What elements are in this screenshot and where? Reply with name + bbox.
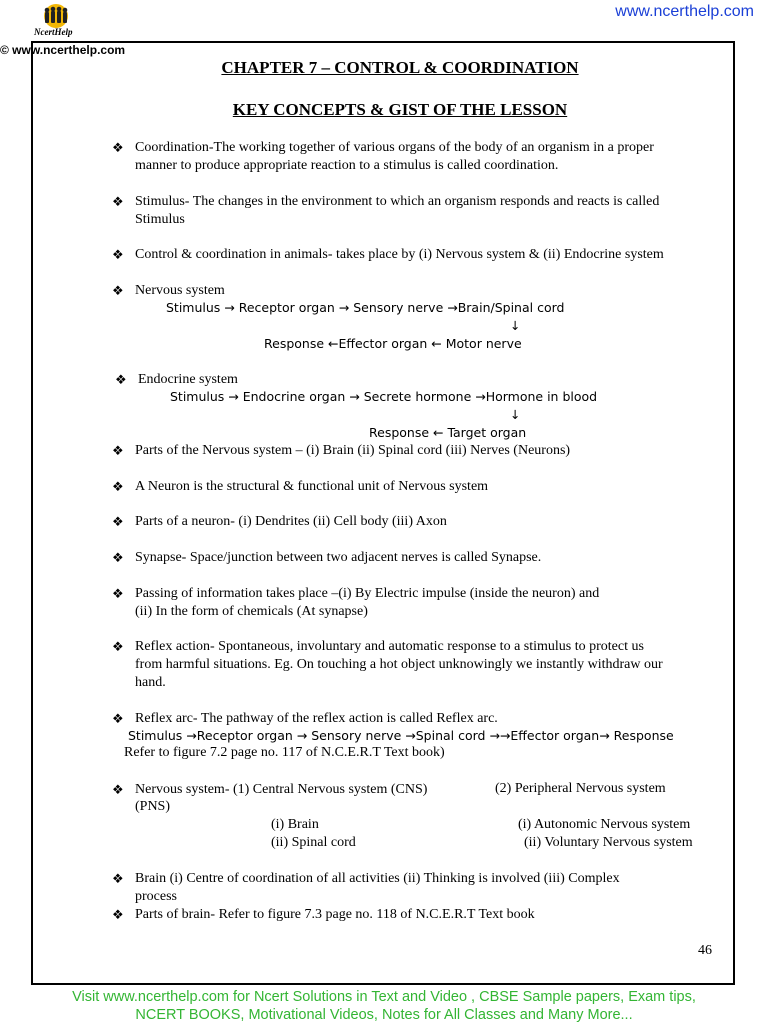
bullet-icon: ❖: [112, 514, 124, 529]
bullet-icon: ❖: [112, 479, 124, 494]
footer-promo[interactable]: [0, 988, 768, 1024]
bullet-line: Coordination-The working together of various organs of the body of an organism in a proper: [135, 140, 654, 155]
bullet-line: Stimulus: [135, 212, 185, 227]
bullet-icon: ❖: [112, 194, 124, 209]
endocrine-flow-backward: Response ← Target organ: [369, 425, 527, 440]
footer-line-1[interactable]: Visit www.ncerthelp.com for Ncert Solutions in Text and Video , CBSE Sample papers, Exam tips,: [72, 989, 696, 1005]
bullet-line: Nervous system: [135, 283, 225, 298]
bullet-icon: ❖: [115, 372, 127, 387]
bullet-line: Passing of information takes place –(i) By Electric impulse (inside the neuron) and: [135, 586, 600, 601]
pns-item-voluntary: (ii) Voluntary Nervous system: [524, 835, 693, 850]
reflex-arc-reference: Refer to figure 7.2 page no. 117 of N.C.E.R.T Text book): [124, 745, 445, 760]
bullet-line: manner to produce appropriate reaction to a stimulus is called coordination.: [135, 158, 559, 173]
bullet-icon: ❖: [112, 639, 124, 654]
footer-line-2[interactable]: NCERT BOOKS, Motivational Videos, Notes for All Classes and Many More...: [135, 1007, 633, 1023]
nervous-flow-forward: Stimulus → Receptor organ → Sensory nerve →Brain/Spinal cord: [166, 300, 565, 315]
bullet-line: (ii) In the form of chemicals (At synapse): [135, 604, 368, 619]
bullet-line: Reflex arc- The pathway of the reflex action is called Reflex arc.: [135, 711, 498, 726]
bullet-line: Reflex action- Spontaneous, involuntary and automatic response to a stimulus to protect us: [135, 639, 644, 654]
logo-text: NcertHelp: [34, 27, 73, 37]
pns-item-autonomic: (i) Autonomic Nervous system: [518, 817, 691, 832]
bullet-line: from harmful situations. Eg. On touching a hot object unknowingly we instantly withdraw our: [135, 657, 663, 672]
endocrine-flow-forward: Stimulus → Endocrine organ → Secrete hormone →Hormone in blood: [170, 389, 598, 404]
down-arrow-icon: ↓: [510, 318, 521, 333]
pns-abbreviation: (PNS): [135, 799, 171, 814]
bullet-line: Nervous system- (1) Central Nervous system (CNS): [135, 782, 428, 797]
bullet-line: Synapse- Space/junction between two adjacent nerves is called Synapse.: [135, 550, 542, 565]
down-arrow-icon: ↓: [510, 407, 521, 422]
bullet-line: process: [135, 889, 177, 904]
bullet-icon: ❖: [112, 711, 124, 726]
copyright-text: © www.ncerthelp.com: [0, 43, 126, 57]
bullet-icon: ❖: [112, 247, 124, 262]
bullet-line: hand.: [135, 675, 166, 690]
bullet-icon: ❖: [112, 586, 124, 601]
bullet-line: Parts of the Nervous system – (i) Brain (ii) Spinal cord (iii) Nerves (Neurons): [135, 443, 571, 458]
page-number: 46: [698, 943, 712, 958]
bullet-line: Control & coordination in animals- takes place by (i) Nervous system & (ii) Endocrine system: [135, 247, 664, 262]
bullet-line: Endocrine system: [138, 372, 238, 387]
reflex-arc-flow: Stimulus →Receptor organ → Sensory nerve →Spinal cord →→Effector organ→ Response: [128, 728, 674, 743]
pns-heading: (2) Peripheral Nervous system: [495, 781, 666, 796]
bullet-icon: ❖: [112, 550, 124, 565]
chapter-title: CHAPTER 7 – CONTROL & COORDINATION: [221, 58, 579, 77]
nervous-flow-backward: Response ←Effector organ ← Motor nerve: [264, 336, 522, 351]
bullet-icon: ❖: [112, 140, 124, 155]
site-link[interactable]: www.ncerthelp.com: [615, 3, 754, 20]
bullet-icon: ❖: [112, 283, 124, 298]
cns-item-brain: (i) Brain: [271, 817, 319, 832]
bullet-icon: ❖: [112, 782, 124, 797]
bullet-line: A Neuron is the structural & functional unit of Nervous system: [135, 479, 489, 494]
bullet-line: Parts of brain- Refer to figure 7.3 page no. 118 of N.C.E.R.T Text book: [135, 907, 535, 922]
cns-item-spinal-cord: (ii) Spinal cord: [271, 835, 356, 850]
bullet-icon: ❖: [112, 443, 124, 458]
bullet-icon: ❖: [112, 907, 124, 922]
bullet-line: Parts of a neuron- (i) Dendrites (ii) Cell body (iii) Axon: [135, 514, 447, 529]
bullet-line: Stimulus- The changes in the environment to which an organism responds and reacts is called: [135, 194, 660, 209]
bullet-icon: ❖: [112, 871, 124, 886]
bullet-line: Brain (i) Centre of coordination of all activities (ii) Thinking is involved (iii) Complex: [135, 871, 620, 886]
section-title: KEY CONCEPTS & GIST OF THE LESSON: [232, 100, 568, 119]
